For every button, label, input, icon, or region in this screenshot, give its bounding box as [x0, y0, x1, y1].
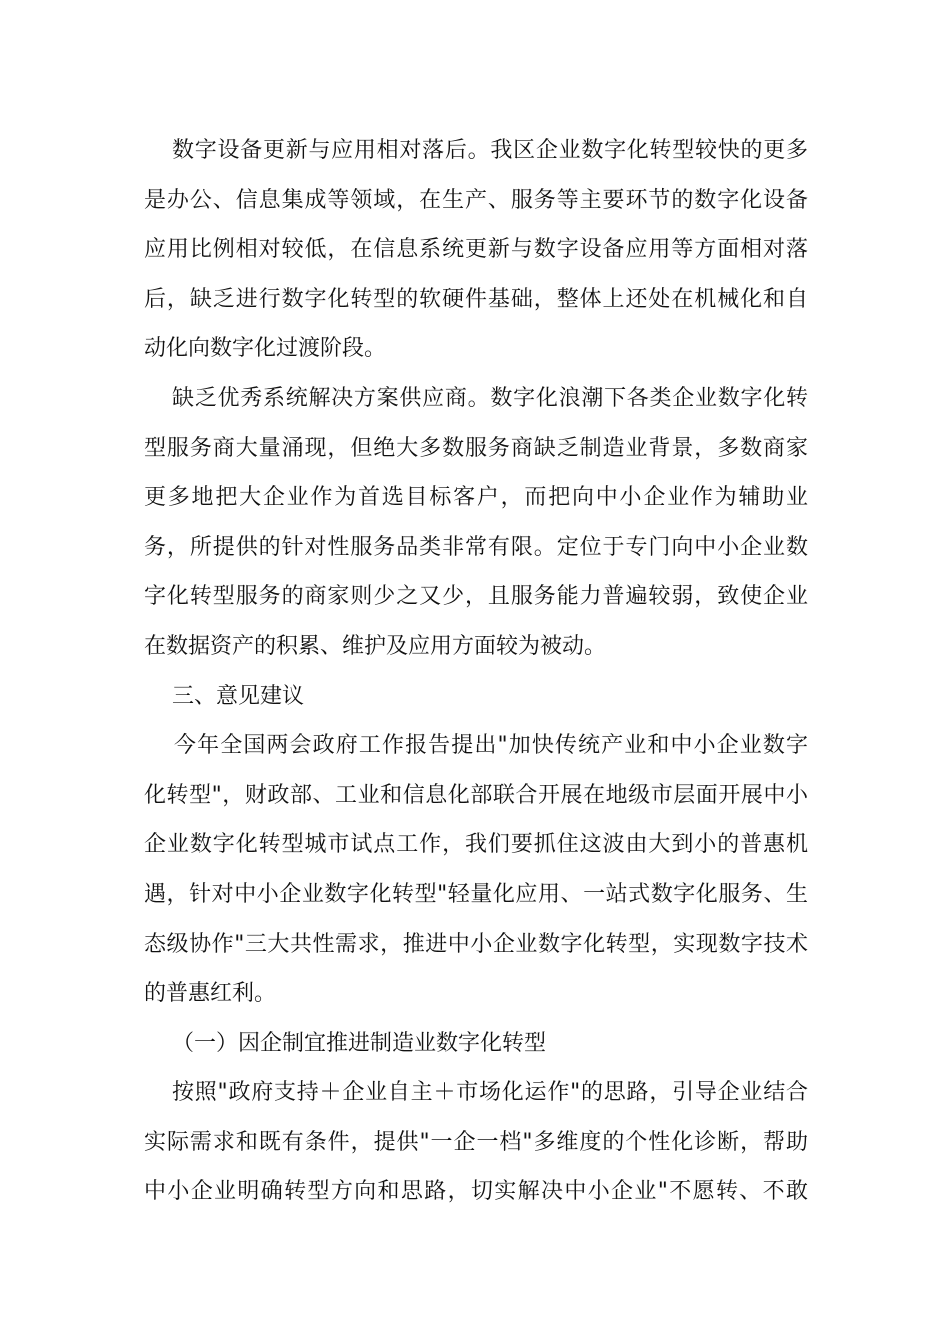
text-line: 态级协作"三大共性需求，推进中小企业数字化转型，实现数字技术 [144, 931, 808, 957]
text-line: 数字设备更新与应用相对落后。我区企业数字化转型较快的更多 [172, 138, 808, 163]
section-heading: 三、意见建议 [172, 683, 305, 709]
text-line: 的普惠红利。 [144, 981, 277, 1007]
text-line: 中小企业明确转型方向和思路，切实解决中小企业"不愿转、不敢 [144, 1179, 808, 1205]
text-line: 缺乏优秀系统解决方案供应商。数字化浪潮下各类企业数字化转 [172, 385, 808, 411]
text-line: 在数据资产的积累、维护及应用方面较为被动。 [144, 633, 607, 659]
subsection-heading: （一）因企制宜推进制造业数字化转型 [172, 1030, 547, 1056]
text-line: 遇，针对中小企业数字化转型"轻量化应用、一站式数字化服务、生 [144, 881, 808, 907]
body-text [144, 126, 808, 1217]
text-line: 按照"政府支持＋企业自主＋市场化运作"的思路，引导企业结合 [172, 1080, 808, 1106]
text-line: 今年全国两会政府工作报告提出"加快传统产业和中小企业数字 [174, 733, 808, 759]
text-line: 应用比例相对较低，在信息系统更新与数字设备应用等方面相对落 [144, 237, 808, 263]
text-line: 是办公、信息集成等领域，在生产、服务等主要环节的数字化设备 [144, 187, 808, 213]
text-line: 型服务商大量涌现，但绝大多数服务商缺乏制造业背景，多数商家 [144, 435, 808, 461]
text-line: 务，所提供的针对性服务品类非常有限。定位于专门向中小企业数 [144, 534, 808, 560]
text-line: 实际需求和既有条件，提供"一企一档"多维度的个性化诊断，帮助 [144, 1129, 808, 1155]
text-line: 更多地把大企业作为首选目标客户，而把向中小企业作为辅助业 [144, 485, 808, 511]
text-line: 企业数字化转型城市试点工作，我们要抓住这波由大到小的普惠机 [144, 832, 808, 858]
text-line: 化转型"，财政部、工业和信息化部联合开展在地级市层面开展中小 [144, 782, 808, 808]
text-line: 动化向数字化过渡阶段。 [144, 336, 387, 362]
text-line: 字化转型服务的商家则少之又少，且服务能力普遍较弱，致使企业 [144, 584, 808, 610]
text-line: 后，缺乏进行数字化转型的软硬件基础，整体上还处在机械化和自 [144, 286, 808, 312]
